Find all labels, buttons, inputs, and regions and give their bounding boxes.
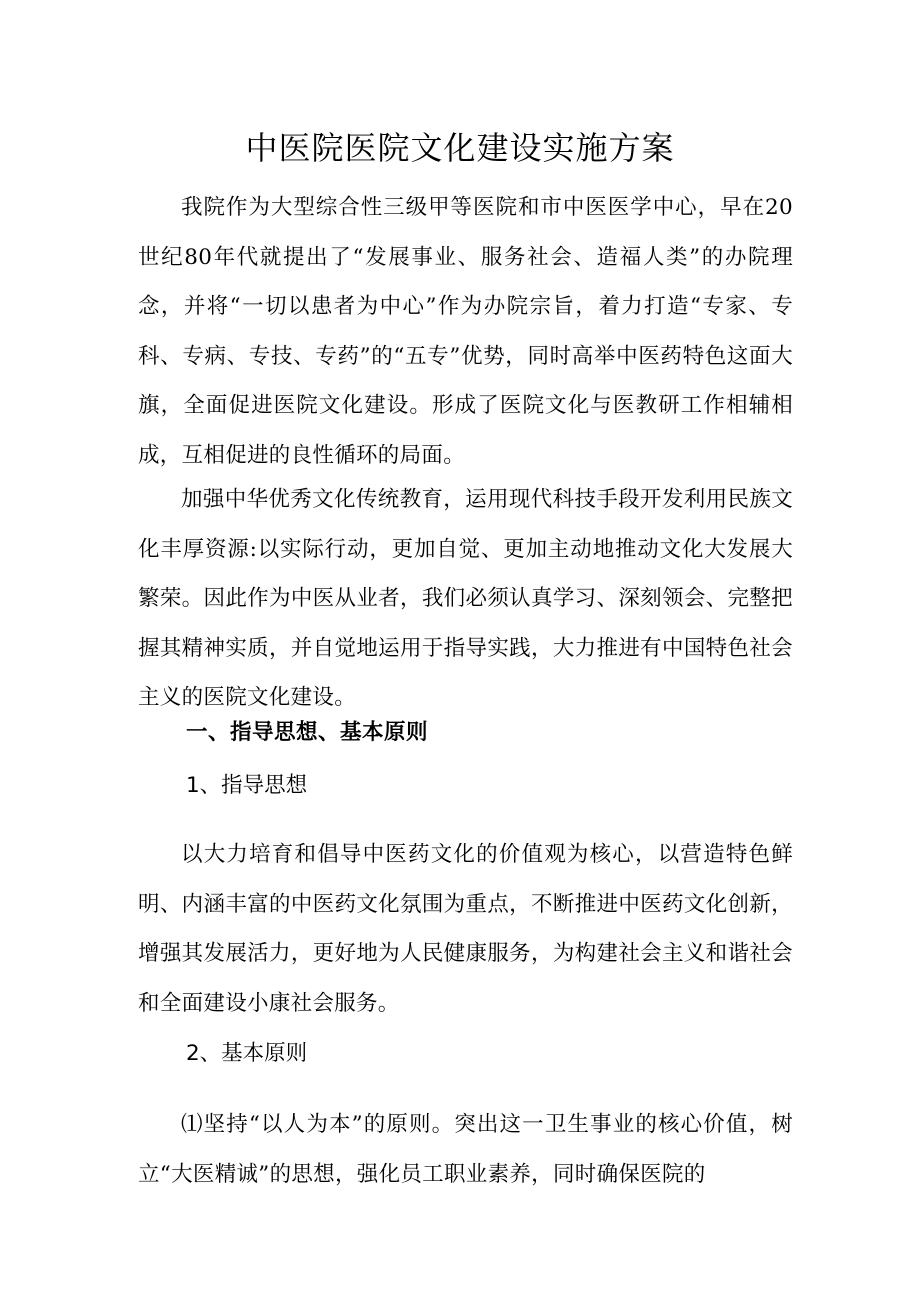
section-heading-guiding-principles: 一、指导思想、基本原则: [186, 720, 429, 745]
subsection-heading-basic-principles: 2、基本原则: [186, 1041, 308, 1066]
document-title: 中医院医院文化建设实施方案: [245, 129, 675, 167]
paragraph-people-oriented: ⑴坚持“以人为本”的原则。突出这一卫生事业的核心价值，树立“大医精诚”的思想，强化员工职业素养，同时确保医院的: [138, 1112, 793, 1187]
subsection-heading-guiding-ideology: 1、指导思想: [186, 773, 308, 798]
paragraph-culture-education: 加强中华优秀文化传统教育，运用现代科技手段开发利用民族文化丰厚资源:以实际行动，更加自觉、更加主动地推动文化大发展大繁荣。因此作为中医从业者，我们必须认真学习、深刻领会、完整把握其精神实质，并自觉地运用于指导实践，大力推进有中国特色社会主义的医院文化建设。: [138, 487, 793, 711]
paragraph-intro: 我院作为大型综合性三级甲等医院和市中医医学中心，早在20世纪80年代就提出了“发展事业、服务社会、造福人类”的办院理念，并将“一切以患者为中心”作为办院宗旨，着力打造“专家、专科、专病、专技、专药”的“五专”优势，同时高举中医药特色这面大旗，全面促进医院文化建设。形成了医院文化与医教研工作相辅相成，互相促进的良性循环的局面。: [138, 195, 793, 468]
paragraph-guiding-ideology: 以大力培育和倡导中医药文化的价值观为核心，以营造特色鲜明、内涵丰富的中医药文化氛围为重点，不断推进中医药文化创新，增强其发展活力，更好地为人民健康服务，为构建社会主义和谐社会和全面建设小康社会服务。: [138, 842, 793, 1016]
